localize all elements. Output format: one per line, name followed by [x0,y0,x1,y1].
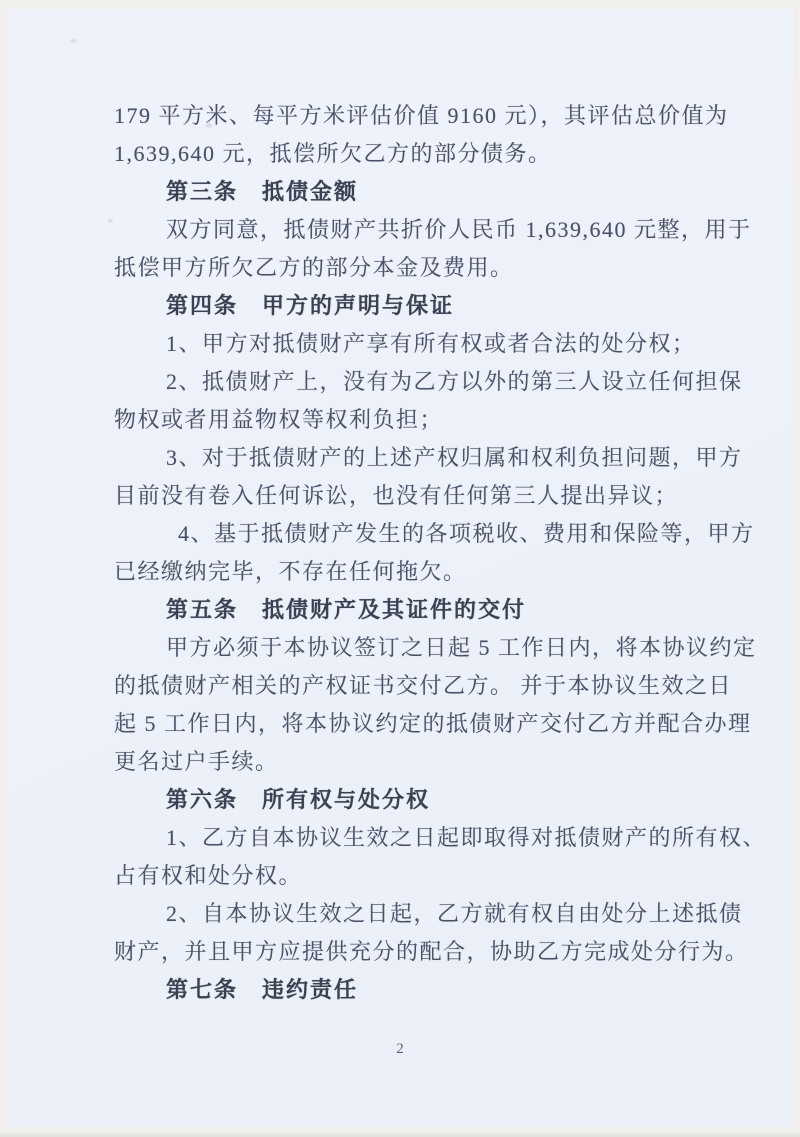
text-line: 2、抵债财产上，没有为乙方以外的第三人设立任何担保 [166,369,743,394]
text-line: 起 5 工作日内，将本协议约定的抵债财产交付乙方并配合办理 [114,711,752,736]
document-page [8,9,793,1127]
text-line: 目前没有卷入任何诉讼，也没有任何第三人提出异议； [114,483,679,508]
text-line: 双方同意，抵债财产共折价人民币 1,639,640 元整，用于 [166,217,752,242]
section-heading: 第五条 抵债财产及其证件的交付 [166,597,527,622]
scan-speck [108,219,113,223]
text-line: 的抵债财产相关的产权证书交付乙方。 并于本协议生效之日 [114,673,733,698]
text-line: 抵偿甲方所欠乙方的部分本金及费用。 [114,255,514,280]
text-line: 4、基于抵债财产发生的各项税收、费用和保险等，甲方 [178,521,755,546]
scan-speck [70,39,77,43]
section-heading: 第四条 甲方的声明与保证 [166,293,455,318]
text-line: 179 平方米、每平方米评估价值 9160 元），其评估总价值为 [114,103,729,128]
text-line: 财产，并且甲方应提供充分的配合，协助乙方完成处分行为。 [114,939,749,964]
text-line: 1、甲方对抵债财产享有所有权或者合法的处分权； [166,331,696,356]
text-line: 1,639,640 元，抵偿所欠乙方的部分债务。 [114,141,552,166]
text-line: 更名过户手续。 [114,749,279,774]
text-line: 占有权和处分权。 [114,863,303,888]
section-heading: 第七条 违约责任 [166,977,359,1002]
text-line: 甲方必须于本协议签订之日起 5 工作日内，将本协议约定 [166,635,757,660]
text-line: 3、对于抵债财产的上述产权归属和权利负担问题，甲方 [166,445,743,470]
text-line: 物权或者用益物权等权利负担； [114,407,444,432]
text-line: 2、自本协议生效之日起，乙方就有权自由处分上述抵债 [166,901,743,926]
scan-bottom-shade [0,1131,800,1137]
text-line: 1、乙方自本协议生效之日起即取得对抵债财产的所有权、 [166,825,767,850]
text-line: 已经缴纳完毕，不存在任何拖欠。 [114,559,467,584]
document-body [114,97,767,1009]
section-heading: 第六条 所有权与处分权 [166,787,431,812]
section-heading: 第三条 抵债金额 [166,179,359,204]
page-number: 2 [396,1041,405,1057]
